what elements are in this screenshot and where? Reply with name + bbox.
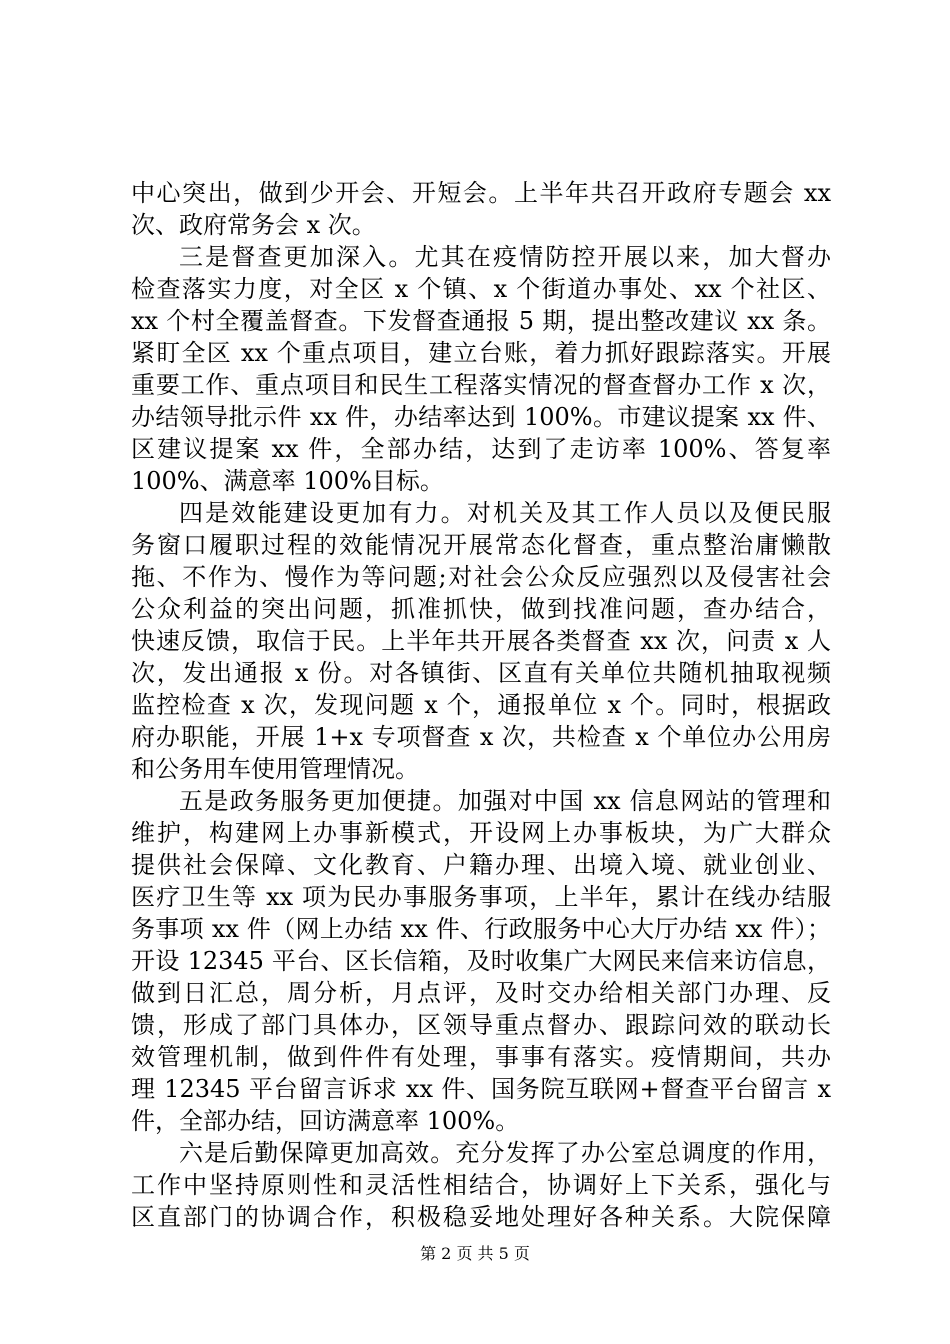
text-line: 务窗口履职过程的效能情况开展常态化督查，重点整治庸懒散: [131, 531, 831, 559]
text-line: 紧盯全区 xx 个重点项目，建立台账，着力抓好跟踪落实。开展: [131, 339, 831, 367]
text-line: xx 个村全覆盖督查。下发督查通报 5 期，提出整改建议 xx 条。: [131, 307, 831, 335]
text-line: 府办职能，开展 1+x 专项督查 x 次，共检查 x 个单位办公用房: [131, 723, 831, 751]
text-line: 重要工作、重点项目和民生工程落实情况的督查督办工作 x 次，: [131, 371, 831, 399]
text-line: 馈，形成了部门具体办，区领导重点督办、跟踪问效的联动长: [131, 1011, 831, 1039]
text-line: 件，全部办结，回访满意率 100%。: [131, 1107, 520, 1135]
text-line: 五是政务服务更加便捷。加强对中国 xx 信息网站的管理和: [179, 787, 831, 815]
text-line: 次，发出通报 x 份。对各镇街、区直有关单位共随机抽取视频: [131, 659, 831, 687]
text-line: 次、政府常务会 x 次。: [131, 211, 376, 239]
text-line: 六是后勤保障更加高效。充分发挥了办公室总调度的作用，: [179, 1139, 831, 1167]
text-line: 维护，构建网上办事新模式，开设网上办事板块，为广大群众: [131, 819, 831, 847]
text-line: 开设 12345 平台、区长信箱，及时收集广大网民来信来访信息，: [131, 947, 831, 975]
text-line: 检查落实力度，对全区 x 个镇、x 个街道办事处、xx 个社区、: [131, 275, 831, 303]
text-line: 医疗卫生等 xx 项为民办事服务事项，上半年，累计在线办结服: [131, 883, 831, 911]
text-line: 快速反馈，取信于民。上半年共开展各类督查 xx 次，问责 x 人: [131, 627, 831, 655]
text-line: 和公务用车使用管理情况。: [131, 755, 419, 783]
text-line: 中心突出，做到少开会、开短会。上半年共召开政府专题会 xx: [131, 179, 831, 207]
text-line: 提供社会保障、文化教育、户籍办理、出境入境、就业创业、: [131, 851, 831, 879]
text-line: 工作中坚持原则性和灵活性相结合，协调好上下关系，强化与: [131, 1171, 831, 1199]
text-line: 区建议提案 xx 件，全部办结，达到了走访率 100%、答复率: [131, 435, 831, 463]
text-line: 务事项 xx 件（网上办结 xx 件、行政服务中心大厅办结 xx 件）；: [131, 915, 831, 943]
text-line: 区直部门的协调合作，积极稳妥地处理好各种关系。大院保障: [131, 1203, 831, 1231]
text-line: 理 12345 平台留言诉求 xx 件、国务院互联网+督查平台留言 x: [131, 1075, 831, 1103]
text-line: 公众利益的突出问题，抓准抓快，做到找准问题，查办结合，: [131, 595, 831, 623]
page-footer: 第 2 页 共 5 页: [420, 1244, 530, 1263]
text-line: 监控检查 x 次，发现问题 x 个，通报单位 x 个。同时，根据政: [131, 691, 831, 719]
text-line: 四是效能建设更加有力。对机关及其工作人员以及便民服: [179, 499, 831, 527]
text-line: 100%、满意率 100%目标。: [131, 467, 444, 495]
text-line: 拖、不作为、慢作为等问题;对社会公众反应强烈以及侵害社会: [131, 563, 831, 591]
text-line: 做到日汇总，周分析，月点评，及时交办给相关部门办理、反: [131, 979, 831, 1007]
text-line: 效管理机制，做到件件有处理，事事有落实。疫情期间，共办: [131, 1043, 831, 1071]
text-line: 办结领导批示件 xx 件，办结率达到 100%。市建议提案 xx 件、: [131, 403, 831, 431]
text-line: 三是督查更加深入。尤其在疫情防控开展以来，加大督办: [179, 243, 831, 271]
document-body: [131, 177, 831, 1233]
